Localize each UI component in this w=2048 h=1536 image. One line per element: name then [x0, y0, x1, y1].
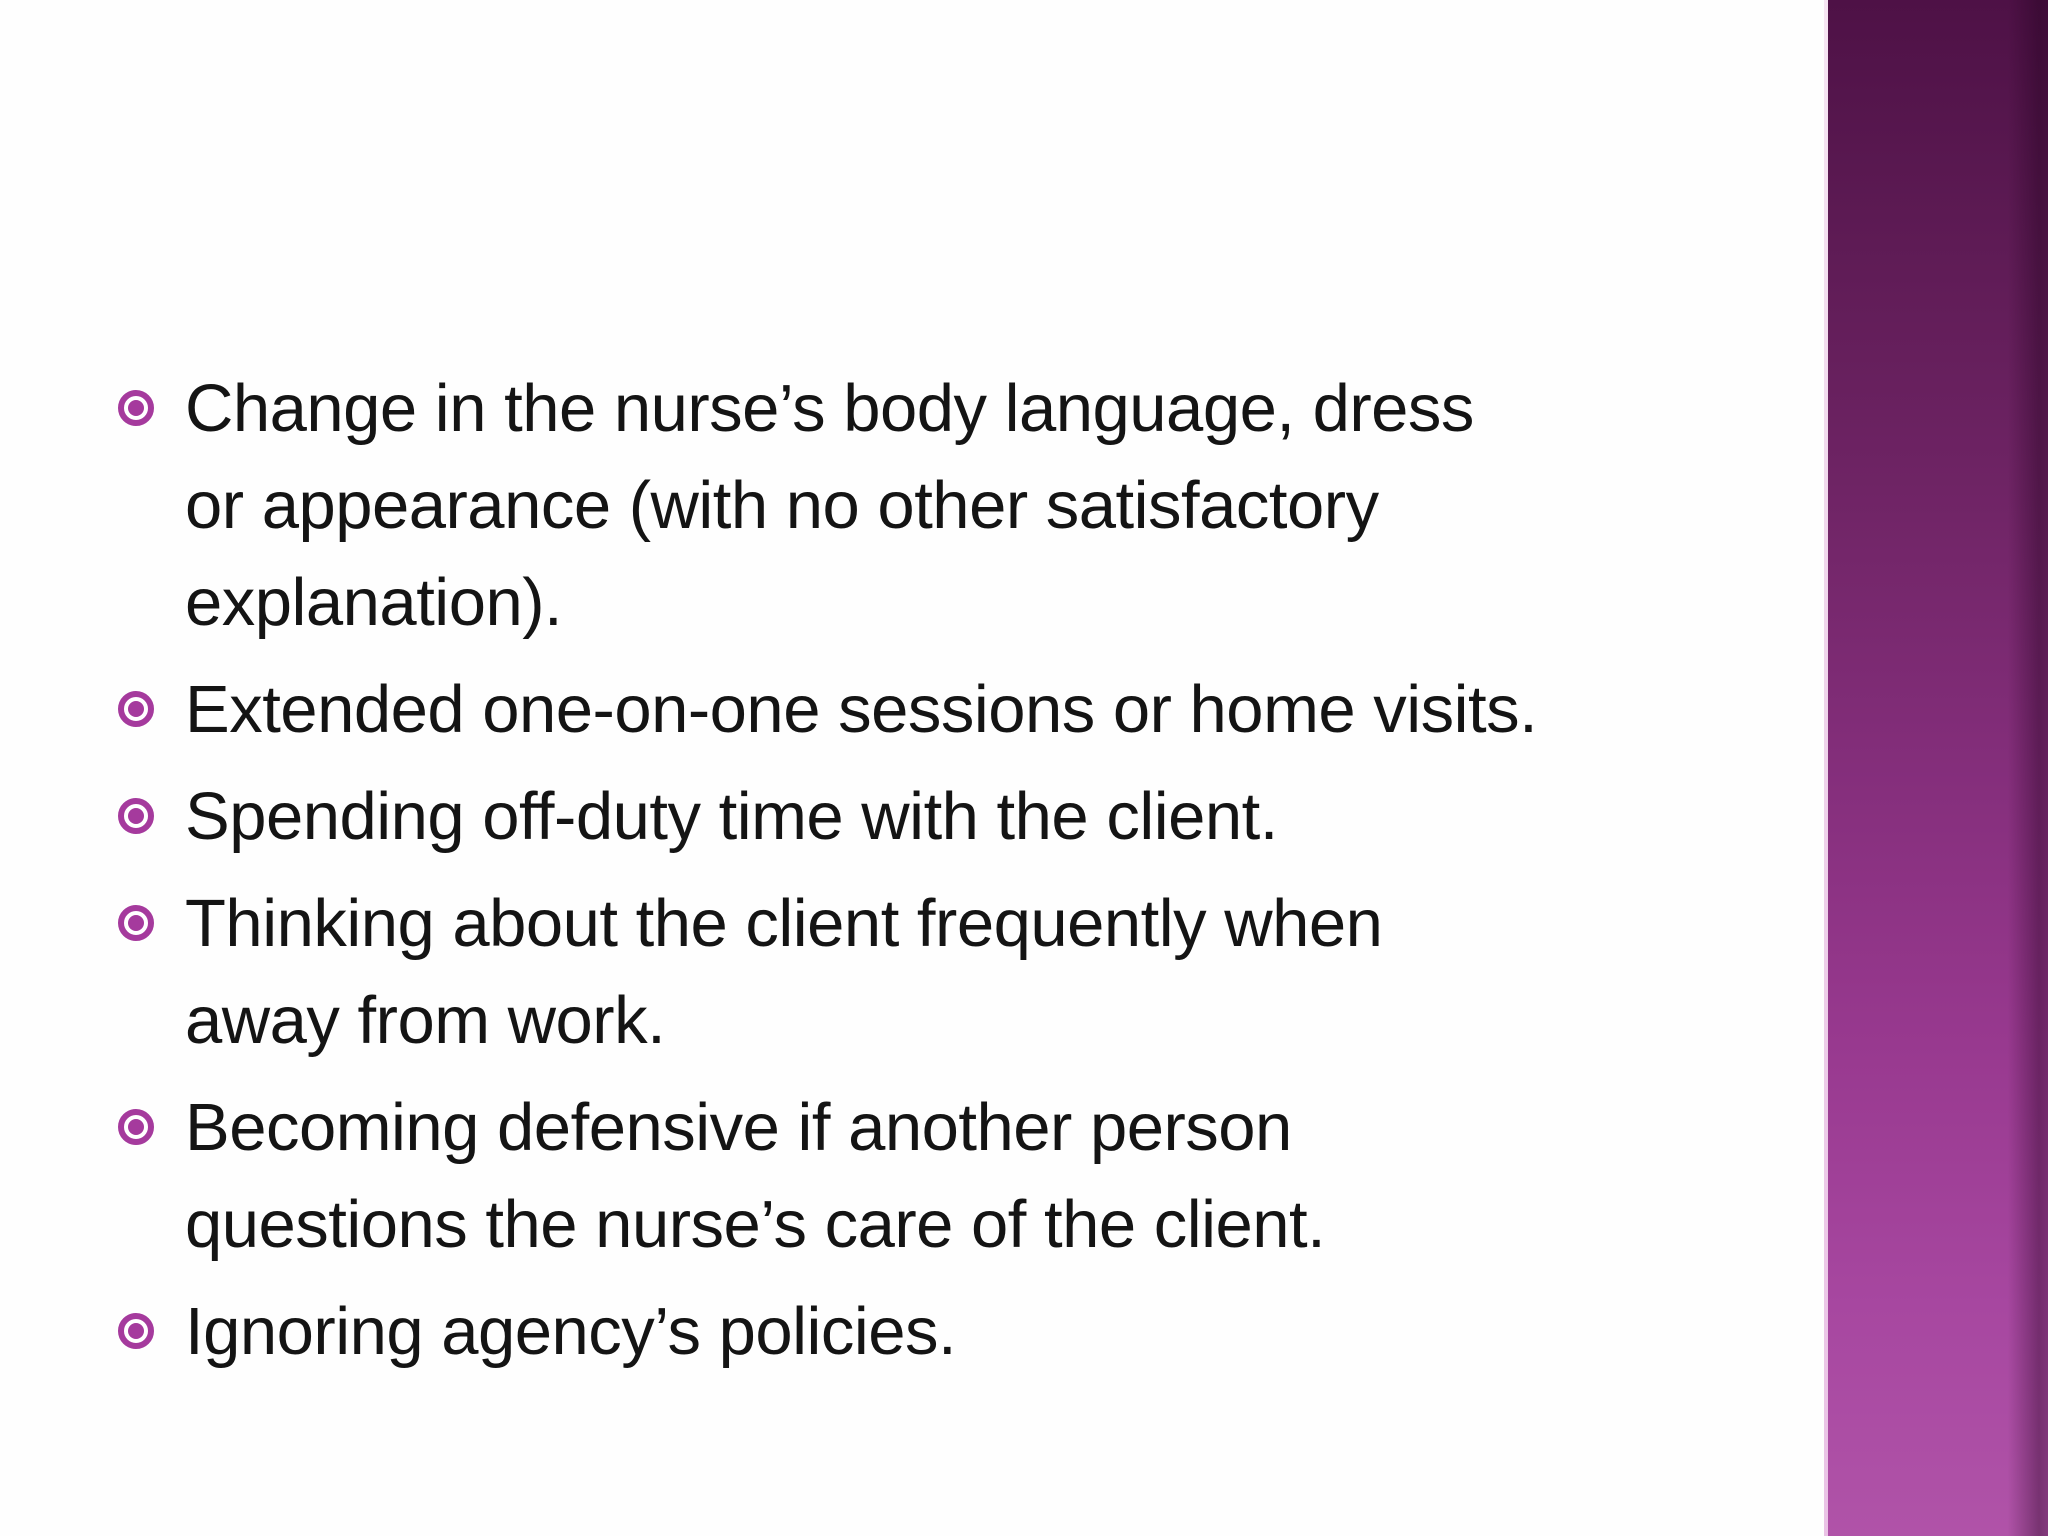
- bullet-item: [118, 875, 1738, 1069]
- bullet-text: [185, 768, 1738, 865]
- bullet-line: Ignoring agency’s policies.: [185, 1294, 957, 1369]
- bullet-line: Extended one-on-one sessions or home visits.: [185, 672, 1538, 747]
- target-bullet-icon: [118, 798, 154, 834]
- bullet-line: Thinking about the client frequently when: [185, 886, 1383, 961]
- bullet-line: explanation).: [185, 565, 563, 640]
- bullet-line: questions the nurse’s care of the client.: [185, 1187, 1326, 1262]
- bullet-item: [118, 1283, 1738, 1380]
- content-area: [118, 360, 1738, 1380]
- bullet-list: [118, 360, 1738, 1380]
- bullet-text: [185, 1283, 1738, 1380]
- bullet-item: [118, 661, 1738, 758]
- bullet-item: [118, 1079, 1738, 1273]
- bullet-line: or appearance (with no other satisfactory: [185, 468, 1379, 543]
- target-bullet-icon: [118, 1109, 154, 1145]
- target-bullet-icon: [118, 691, 154, 727]
- bullet-text: [185, 1079, 1738, 1273]
- bullet-text: [185, 661, 1738, 758]
- bullet-text: [185, 360, 1738, 651]
- target-bullet-icon: [118, 905, 154, 941]
- sidebar-shadow: [1824, 0, 2048, 1536]
- bullet-line: Change in the nurse’s body language, dress: [185, 371, 1474, 446]
- bullet-text: [185, 875, 1738, 1069]
- target-bullet-icon: [118, 390, 154, 426]
- bullet-line: away from work.: [185, 983, 666, 1058]
- sidebar-gradient: [1824, 0, 2048, 1536]
- target-bullet-icon: [118, 1313, 154, 1349]
- bullet-item: [118, 768, 1738, 865]
- bullet-item: [118, 360, 1738, 651]
- bullet-line: Spending off-duty time with the client.: [185, 779, 1278, 854]
- bullet-line: Becoming defensive if another person: [185, 1090, 1292, 1165]
